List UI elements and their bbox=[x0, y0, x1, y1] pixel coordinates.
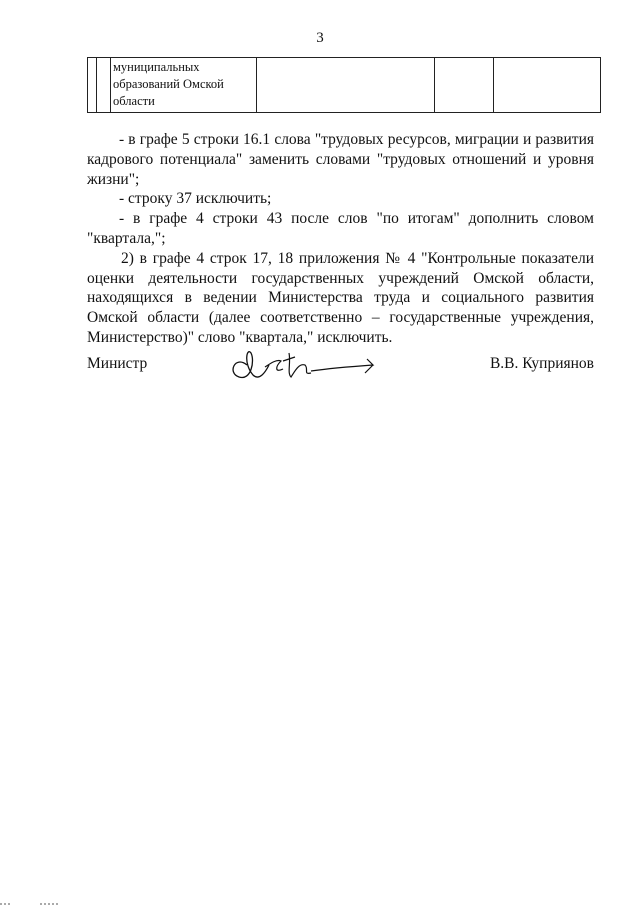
handwritten-signature bbox=[225, 343, 385, 385]
paragraph-2: - строку 37 исключить; bbox=[119, 190, 272, 208]
scan-edge-marks bbox=[0, 899, 60, 905]
paragraph-4: 2) в графе 4 строк 17, 18 приложения № 4 "Контрольные показатели оценки деятельности государственных учреждений Омской области, находящихся в ведении Министерства труда и социального развития Омской области (далее соответственно – государственные учреждения, Министерство)" слово "квартала," исключить. bbox=[87, 249, 594, 346]
table-cell-text bbox=[111, 58, 257, 113]
table-cell-empty bbox=[435, 58, 494, 113]
paragraph-3: - в графе 4 строки 43 после слов "по итогам" дополнить словом "квартала,"; bbox=[87, 210, 594, 247]
table-cell-empty bbox=[494, 58, 601, 113]
table-row bbox=[88, 58, 601, 113]
signatory-title: Министр bbox=[87, 355, 148, 372]
continuation-table bbox=[87, 57, 601, 113]
document-body bbox=[87, 130, 594, 348]
paragraph-1: - в графе 5 строки 16.1 слова "трудовых ресурсов, миграции и развития кадрового потенциала" заменить словами "трудовых отношений и уровня жизни"; bbox=[87, 131, 594, 188]
cell-line-2: образований Омской bbox=[113, 77, 224, 91]
cell-line-3: области bbox=[113, 94, 155, 108]
signatory-name: В.В. Куприянов bbox=[489, 355, 594, 372]
page-number: 3 bbox=[316, 30, 324, 46]
table-cell-index bbox=[88, 58, 111, 113]
table-cell-empty bbox=[257, 58, 435, 113]
cell-line-1: муниципальных bbox=[113, 60, 200, 74]
